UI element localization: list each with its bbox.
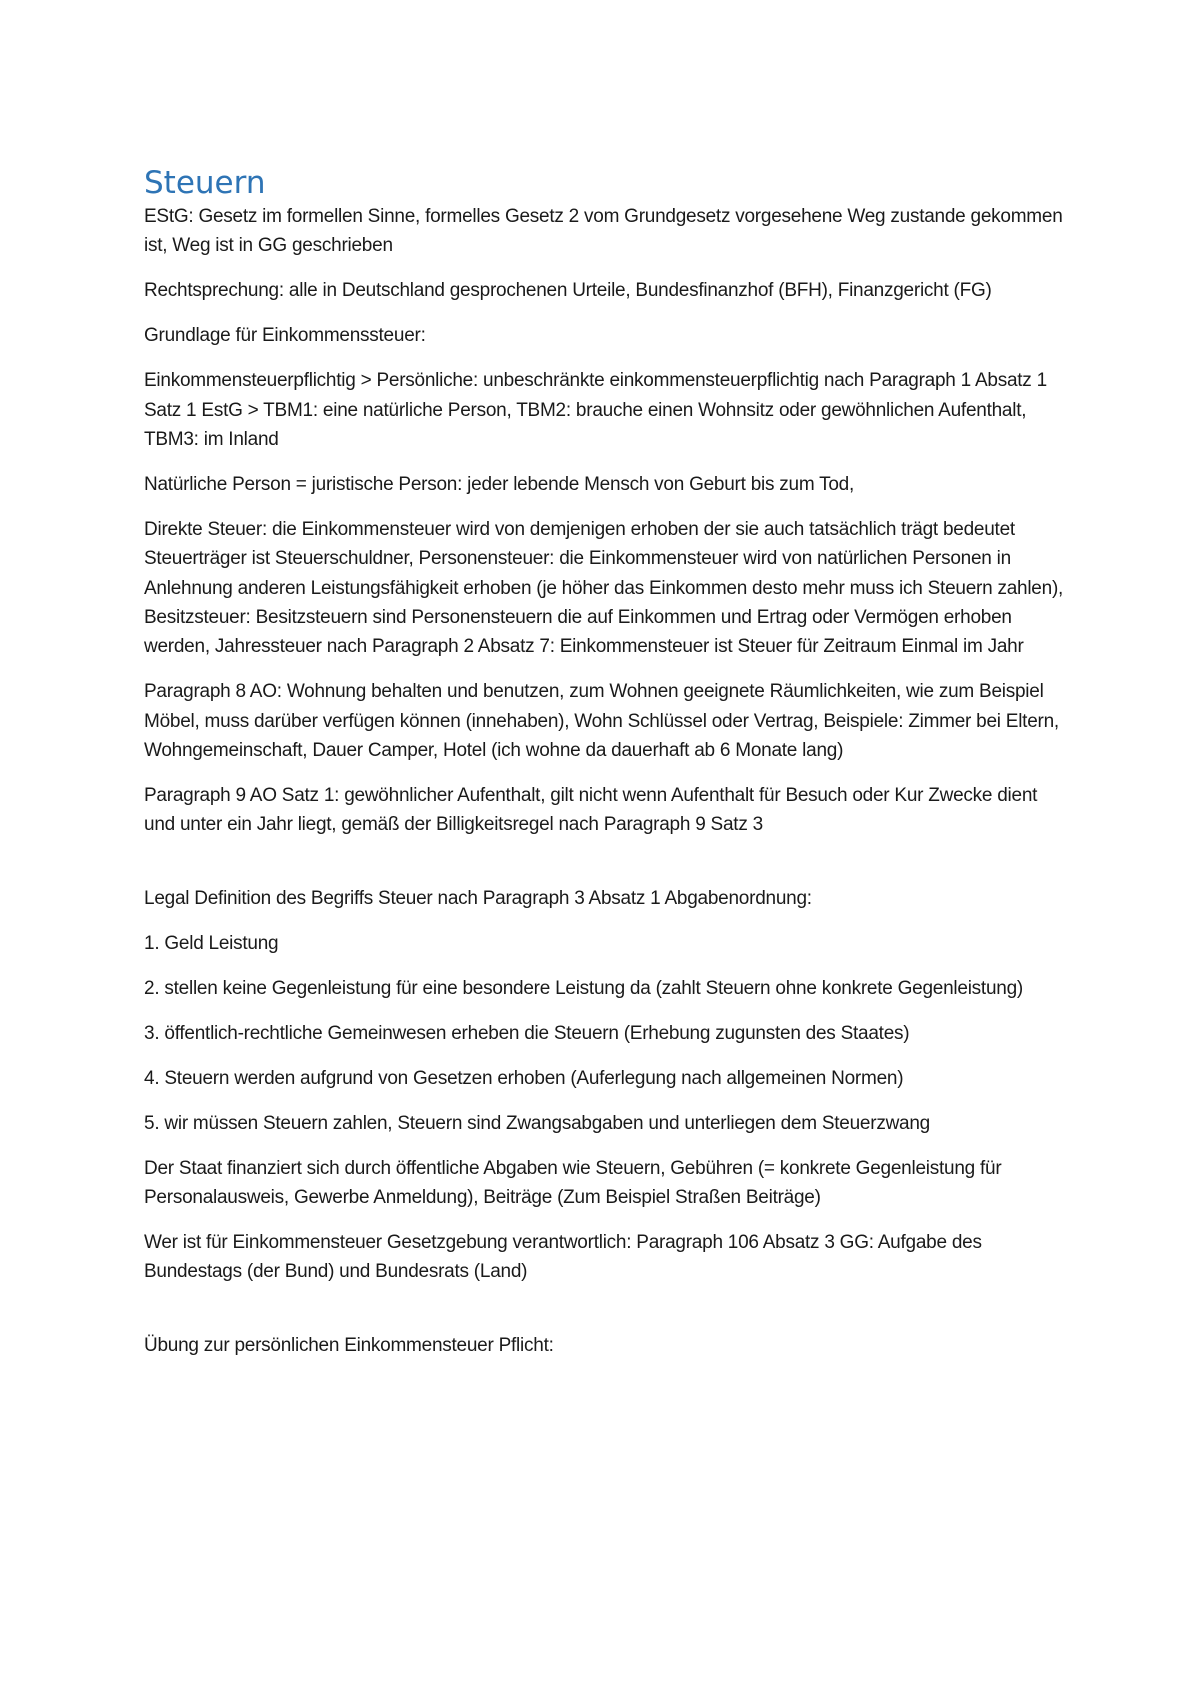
- blank-line: [144, 1302, 1064, 1331]
- list-item-1: 1. Geld Leistung: [144, 933, 279, 955]
- list-item-2: 2. stellen keine Gegenleistung für eine besondere Leistung da (zahlt Steuern ohne konkrete Gegenleistung): [144, 978, 1023, 1000]
- document-body: [144, 164, 1064, 1376]
- paragraph-uebung: Übung zur persönlichen Einkommensteuer Pflicht:: [144, 1335, 554, 1357]
- paragraph-paragraph-9-ao: Paragraph 9 AO Satz 1: gewöhnlicher Aufenthalt, gilt nicht wenn Aufenthalt für Besuch oder Kur Zwecke dient und unter ein Jahr liegt, gemäß der Billigkeitsregel nach Paragraph 9 Satz 3: [144, 785, 1038, 836]
- paragraph-estg: EStG: Gesetz im formellen Sinne, formelles Gesetz 2 vom Grundgesetz vorgesehene Weg zustande gekommen ist, Weg ist in GG geschrieben: [144, 206, 1063, 257]
- paragraph-gesetzgebung: Wer ist für Einkommensteuer Gesetzgebung verantwortlich: Paragraph 106 Absatz 3 GG: Aufgabe des Bundestags (der Bund) und Bundesrats (Land): [144, 1232, 982, 1283]
- list-item-4: 4. Steuern werden aufgrund von Gesetzen erhoben (Auferlegung nach allgemeinen Normen): [144, 1067, 904, 1089]
- paragraph-grundlage: Grundlage für Einkommenssteuer:: [144, 325, 426, 347]
- list-item-3: 3. öffentlich-rechtliche Gemeinwesen erheben die Steuern (Erhebung zugunsten des Staates): [144, 1023, 910, 1045]
- paragraph-legal-definition: Legal Definition des Begriffs Steuer nach Paragraph 3 Absatz 1 Abgabenordnung:: [144, 888, 812, 910]
- paragraph-einkommensteuerpflichtig: Einkommensteuerpflichtig > Persönliche: unbeschränkte einkommensteuerpflichtig nach Paragraph 1 Absatz 1 Satz 1 EstG > TBM1: eine natürliche Person, TBM2: brauche einen Wohnsitz oder gewöhnlichen Aufenthalt, TBM3: im Inland: [144, 370, 1047, 450]
- paragraph-rechtsprechung: Rechtsprechung: alle in Deutschland gesprochenen Urteile, Bundesfinanzhof (BFH), Finanzgericht (FG): [144, 280, 992, 302]
- list-item-5: 5. wir müssen Steuern zahlen, Steuern sind Zwangsabgaben und unterliegen dem Steuerzwang: [144, 1112, 931, 1134]
- paragraph-direkte-steuer: Direkte Steuer: die Einkommensteuer wird von demjenigen erhoben der sie auch tatsächlich trägt bedeutet Steuerträger ist Steuerschuldner, Personensteuer: die Einkommensteuer wird von natürlichen Personen in Anlehnung anderen Leistungsfähigkeit erhoben (je höher das Einkommen desto mehr muss ich Steuern zahlen), Besitzsteuer: Besitzsteuern sind Personensteuern die auf Einkommen und Ertrag oder Vermögen erhoben werden, Jahressteuer nach Paragraph 2 Absatz 7: Einkommensteuer ist Steuer für Zeitraum Einmal im Jahr: [144, 518, 1064, 658]
- paragraph-paragraph-8-ao: Paragraph 8 AO: Wohnung behalten und benutzen, zum Wohnen geeignete Räumlichkeiten, wie zum Beispiel Möbel, muss darüber verfügen können (innehaben), Wohn Schlüssel oder Vertrag, Beispiele: Zimmer bei Eltern, Wohngemeinschaft, Dauer Camper, Hotel (ich wohne da dauerhaft ab 6 Monate lang): [144, 681, 1059, 762]
- blank-line: [144, 855, 1064, 884]
- paragraph-natuerliche-person: Natürliche Person = juristische Person: jeder lebende Mensch von Geburt bis zum Tod,: [144, 473, 854, 495]
- document-title: Steuern: [144, 165, 266, 201]
- paragraph-staat-finanziert: Der Staat finanziert sich durch öffentliche Abgaben wie Steuern, Gebühren (= konkrete Gegenleistung für Personalausweis, Gewerbe Anmeldung), Beiträge (Zum Beispiel Straßen Beiträge): [144, 1157, 1002, 1209]
